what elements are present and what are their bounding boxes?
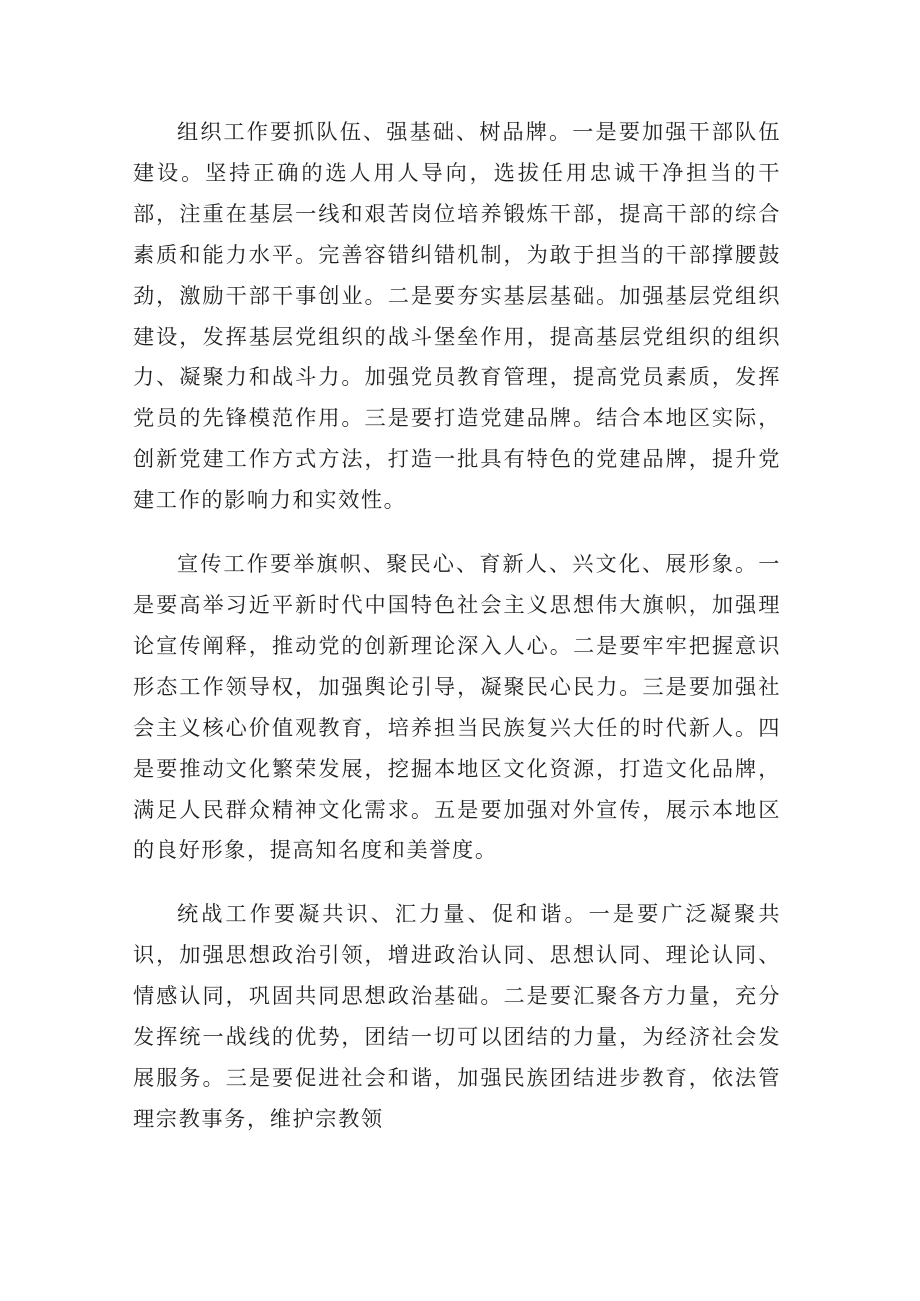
paragraph-publicity-work: 宣传工作要举旗帜、聚民心、育新人、兴文化、展形象。一是要高举习近平新时代中国特色社会主义思想伟大旗帜，加强理论宣传阐释，推动党的创新理论深入人心。二是要牢牢把握意识形态工作领导权，加强舆论引导，凝聚民心民力。三是要加强社会主义核心价值观教育，培养担当民族复兴大任的时代新人。四是要推动文化繁荣发展，挖掘本地区文化资源，打造文化品牌，满足人民群众精神文化需求。五是要加强对外宣传，展示本地区的良好形象，提高知名度和美誉度。 (133, 551, 781, 863)
document-body (133, 112, 781, 1163)
paragraph-organization-work: 组织工作要抓队伍、强基础、树品牌。一是要加强干部队伍建设。坚持正确的选人用人导向，选拔任用忠诚干净担当的干部，注重在基层一线和艰苦岗位培养锻炼干部，提高干部的综合素质和能力水平。完善容错纠错机制，为敢于担当的干部撑腰鼓劲，激励干部干事创业。二是要夯实基层基础。加强基层党组织建设，发挥基层党组织的战斗堡垒作用，提高基层党组织的组织力、凝聚力和战斗力。加强党员教育管理，提高党员素质，发挥党员的先锋模范作用。三是要打造党建品牌。结合本地区实际，创新党建工作方式方法，打造一批具有特色的党建品牌，提升党建工作的影响力和实效性。 (133, 119, 781, 513)
paragraph-united-front-work: 统战工作要凝共识、汇力量、促和谐。一是要广泛凝聚共识，加强思想政治引领，增进政治认同、思想认同、理论认同、情感认同，巩固共同思想政治基础。二是要汇聚各方力量，充分发挥统一战线的优势，团结一切可以团结的力量，为经济社会发展服务。三是要促进社会和谐，加强民族团结进步教育，依法管理宗教事务，维护宗教领 (133, 901, 781, 1131)
